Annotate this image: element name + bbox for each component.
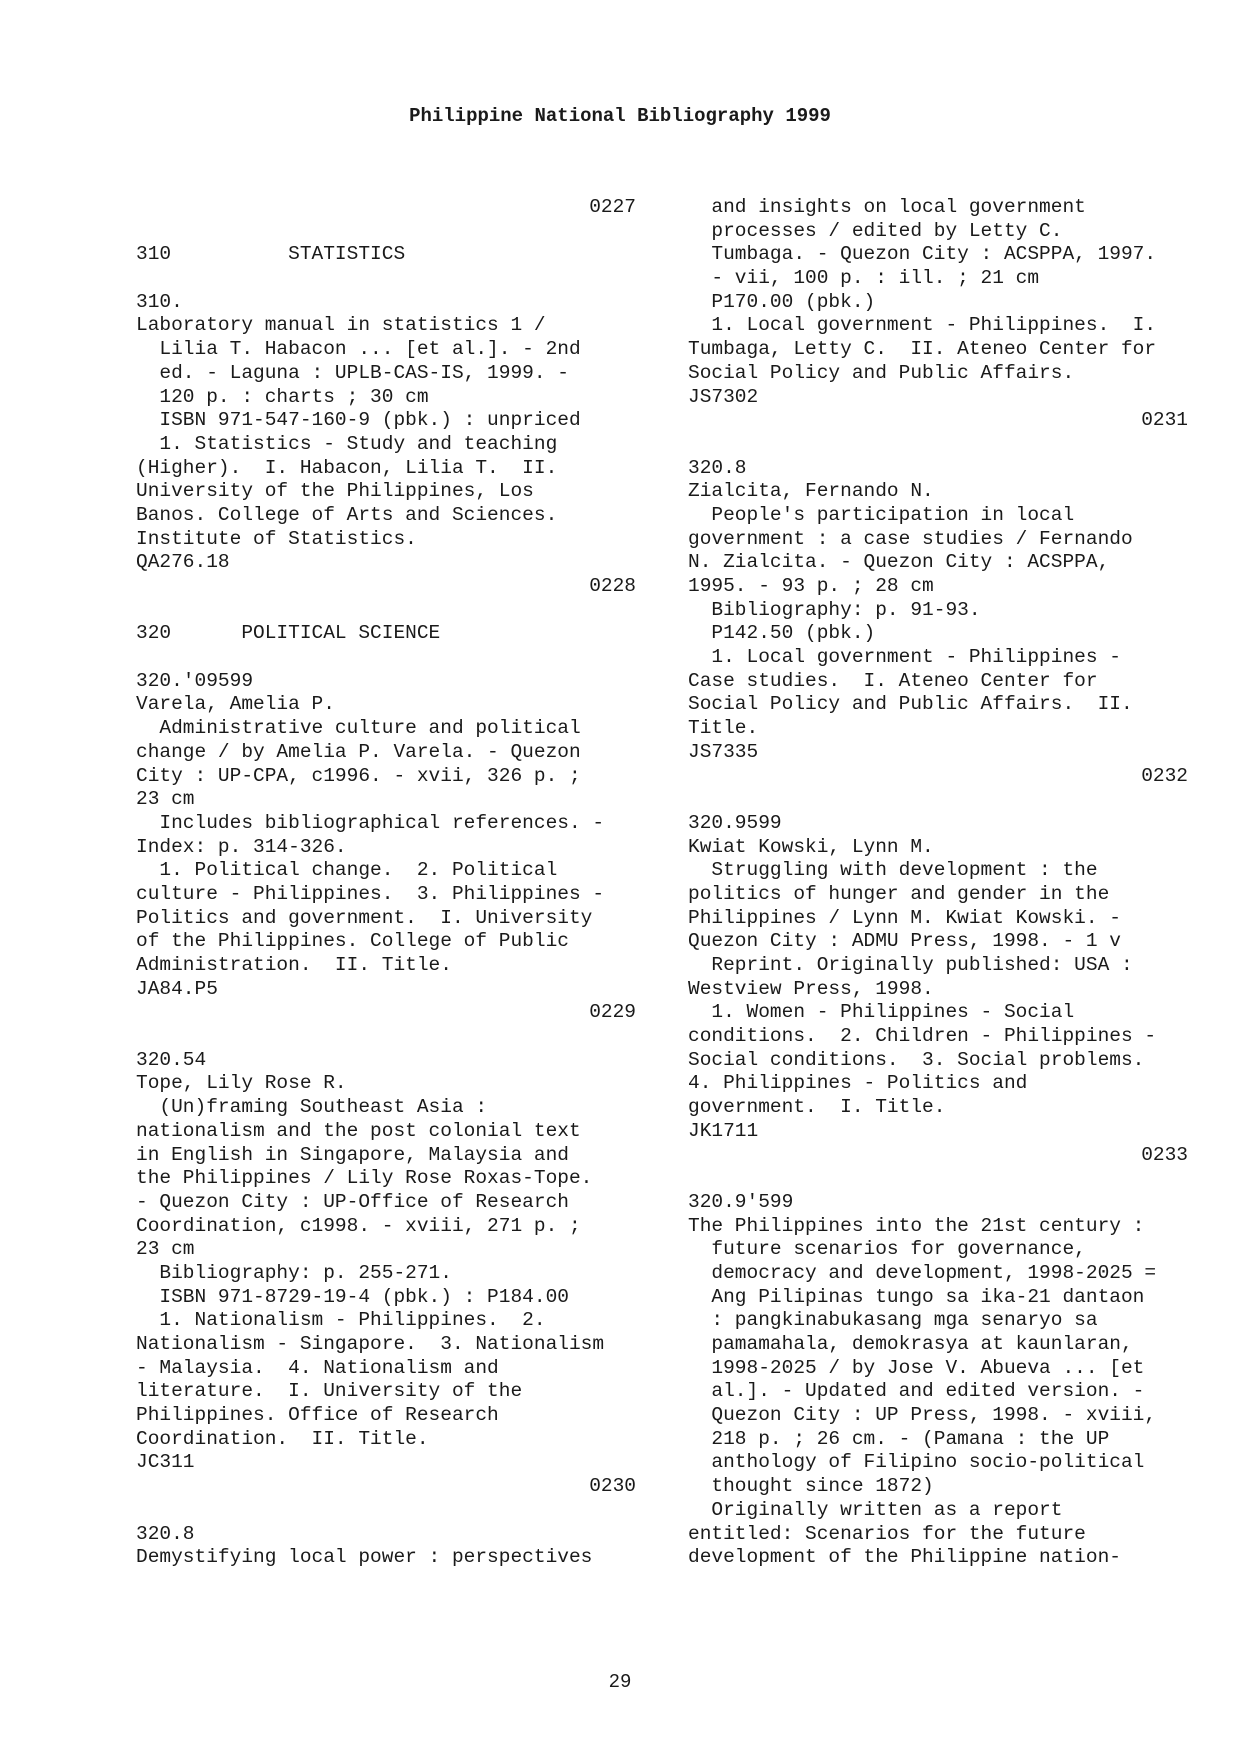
text-line: JA84.P5 bbox=[136, 977, 218, 1000]
text-line: ISBN 971-8729-19-4 (pbk.) : P184.00 bbox=[136, 1285, 569, 1308]
text-line: 23 cm bbox=[136, 1238, 195, 1261]
text-line: government. I. Title. bbox=[688, 1096, 946, 1119]
page-title: Philippine National Bibliography 1999 bbox=[409, 105, 831, 127]
text-line: 23 cm bbox=[136, 788, 195, 811]
text-line: Demystifying local power : perspectives bbox=[136, 1546, 593, 1569]
text-line: : pangkinabukasang mga senaryo sa bbox=[688, 1309, 1098, 1332]
text-line bbox=[136, 1499, 636, 1523]
text-line: P170.00 (pbk.) bbox=[688, 290, 876, 313]
text-line: nationalism and the post colonial text bbox=[136, 1119, 581, 1142]
text-line: 120 p. : charts ; 30 cm bbox=[136, 385, 429, 408]
text-line: Bibliography: p. 91-93. bbox=[688, 598, 981, 621]
text-line: City : UP-CPA, c1996. - xvii, 326 p. ; bbox=[136, 764, 581, 787]
text-line: Quezon City : UP Press, 1998. - xviii, bbox=[688, 1404, 1157, 1427]
text-line: Philippines / Lynn M. Kwiat Kowski. - bbox=[688, 906, 1121, 929]
right-column bbox=[688, 196, 1188, 1570]
text-line: P142.50 (pbk.) bbox=[688, 622, 876, 645]
text-line: literature. I. University of the bbox=[136, 1380, 523, 1403]
text-line bbox=[136, 267, 636, 291]
text-line: (Higher). I. Habacon, Lilia T. II. bbox=[136, 456, 558, 479]
text-line: change / by Amelia P. Varela. - Quezon bbox=[136, 740, 581, 763]
text-line: University of the Philippines, Los bbox=[136, 480, 534, 503]
text-line: al.]. - Updated and edited version. - bbox=[688, 1380, 1145, 1403]
text-line: Title. bbox=[688, 717, 759, 740]
text-line: 1. Statistics - Study and teaching bbox=[136, 432, 558, 455]
text-line: Bibliography: p. 255-271. bbox=[136, 1261, 452, 1284]
text-line: Westview Press, 1998. bbox=[688, 977, 934, 1000]
page-number: 29 bbox=[608, 1671, 632, 1693]
text-line: 310 STATISTICS bbox=[136, 243, 406, 266]
text-line: Includes bibliographical references. - bbox=[136, 811, 605, 834]
text-line: Administration. II. Title. bbox=[136, 954, 452, 976]
text-line: Social Policy and Public Affairs. II. bbox=[688, 693, 1133, 716]
text-line: 4. Philippines - Politics and bbox=[688, 1072, 1028, 1095]
text-line: government : a case studies / Fernando bbox=[688, 527, 1133, 550]
text-line: entitled: Scenarios for the future bbox=[688, 1522, 1086, 1545]
text-line: JC311 bbox=[136, 1451, 195, 1474]
text-line: conditions. 2. Children - Philippines - bbox=[688, 1025, 1157, 1048]
text-line: Lilia T. Habacon ... [et al.]. - 2nd bbox=[136, 338, 581, 361]
text-line: Kwiat Kowski, Lynn M. bbox=[688, 835, 934, 858]
text-line bbox=[688, 1167, 1188, 1191]
text-line: - Malaysia. 4. Nationalism and bbox=[136, 1356, 499, 1379]
left-column bbox=[136, 196, 636, 1570]
text-line: Tumbaga, Letty C. II. Ateneo Center for bbox=[688, 338, 1157, 361]
text-line: JS7335 bbox=[688, 740, 759, 763]
text-line: pamamahala, demokrasya at kaunlaran, bbox=[688, 1333, 1133, 1355]
entry-number: 0231 bbox=[1141, 409, 1188, 432]
text-line bbox=[136, 220, 636, 244]
text-line: QA276.18 bbox=[136, 551, 230, 574]
text-line bbox=[688, 788, 1188, 812]
text-line: 1. Local government - Philippines - bbox=[688, 646, 1121, 669]
text-line: of the Philippines. College of Public bbox=[136, 930, 569, 953]
text-line: 218 p. ; 26 cm. - (Pamana : the UP bbox=[688, 1427, 1110, 1450]
text-line: Institute of Statistics. bbox=[136, 527, 417, 550]
entry-number: 0227 bbox=[589, 196, 636, 218]
text-line: Coordination. II. Title. bbox=[136, 1427, 429, 1450]
text-line: politics of hunger and gender in the bbox=[688, 882, 1110, 905]
text-line: Index: p. 314-326. bbox=[136, 835, 347, 858]
text-line: JK1711 bbox=[688, 1119, 759, 1142]
text-line: Varela, Amelia P. bbox=[136, 693, 335, 716]
text-line: Zialcita, Fernando N. bbox=[688, 480, 934, 503]
text-line: thought since 1872) bbox=[688, 1475, 934, 1498]
text-line: ISBN 971-547-160-9 (pbk.) : unpriced bbox=[136, 409, 581, 432]
text-line: 1. Nationalism - Philippines. 2. bbox=[136, 1309, 546, 1332]
text-line: in English in Singapore, Malaysia and bbox=[136, 1143, 569, 1166]
text-line bbox=[136, 646, 636, 670]
text-line: Social conditions. 3. Social problems. bbox=[688, 1048, 1145, 1071]
text-line: anthology of Filipino socio-political bbox=[688, 1451, 1145, 1474]
text-line: Ang Pilipinas tungo sa ika-21 dantaon bbox=[688, 1285, 1145, 1308]
text-line: Quezon City : ADMU Press, 1998. - 1 v bbox=[688, 930, 1121, 953]
text-line: 320.9599 bbox=[688, 811, 782, 834]
text-line: JS7302 bbox=[688, 385, 759, 408]
text-line: Originally written as a report bbox=[688, 1498, 1063, 1521]
text-line: Banos. College of Arts and Sciences. bbox=[136, 503, 558, 526]
text-line: Administrative culture and political bbox=[136, 717, 581, 740]
text-line: and insights on local government bbox=[688, 196, 1086, 218]
text-line: N. Zialcita. - Quezon City : ACSPPA, bbox=[688, 551, 1110, 574]
text-line: development of the Philippine nation- bbox=[688, 1546, 1121, 1569]
text-line: Struggling with development : the bbox=[688, 859, 1098, 882]
text-line: Coordination, c1998. - xviii, 271 p. ; bbox=[136, 1214, 581, 1237]
text-line: 320.54 bbox=[136, 1048, 207, 1071]
text-line bbox=[688, 433, 1188, 457]
text-line: democracy and development, 1998-2025 = bbox=[688, 1261, 1157, 1284]
text-line: future scenarios for governance, bbox=[688, 1238, 1086, 1261]
text-line: 320.8 bbox=[136, 1522, 195, 1545]
text-line: Reprint. Originally published: USA : bbox=[688, 954, 1133, 976]
text-line: culture - Philippines. 3. Philippines - bbox=[136, 882, 605, 905]
text-line: 320.8 bbox=[688, 456, 747, 479]
text-line: 320.9'599 bbox=[688, 1190, 794, 1213]
text-line: the Philippines / Lily Rose Roxas-Tope. bbox=[136, 1167, 593, 1190]
text-line: - vii, 100 p. : ill. ; 21 cm bbox=[688, 267, 1040, 290]
text-line: Philippines. Office of Research bbox=[136, 1404, 499, 1427]
text-line bbox=[136, 599, 636, 623]
text-line: - Quezon City : UP-Office of Research bbox=[136, 1190, 569, 1213]
text-line: Tope, Lily Rose R. bbox=[136, 1072, 347, 1095]
text-line: Case studies. I. Ateneo Center for bbox=[688, 669, 1098, 692]
text-line: 1. Political change. 2. Political bbox=[136, 859, 558, 882]
text-line: 1998-2025 / by Jose V. Abueva ... [et bbox=[688, 1356, 1145, 1379]
text-line: The Philippines into the 21st century : bbox=[688, 1214, 1145, 1237]
text-line: 1. Women - Philippines - Social bbox=[688, 1001, 1075, 1024]
text-line bbox=[136, 1025, 636, 1049]
entry-number: 0232 bbox=[1141, 764, 1188, 787]
text-line: Tumbaga. - Quezon City : ACSPPA, 1997. bbox=[688, 243, 1157, 266]
text-line: Social Policy and Public Affairs. bbox=[688, 361, 1075, 384]
entry-number: 0233 bbox=[1141, 1143, 1188, 1166]
text-line: Nationalism - Singapore. 3. Nationalism bbox=[136, 1333, 605, 1355]
entry-number: 0228 bbox=[589, 575, 636, 597]
text-line: 310. bbox=[136, 290, 183, 313]
text-line: Politics and government. I. University bbox=[136, 906, 593, 929]
text-line: (Un)framing Southeast Asia : bbox=[136, 1096, 488, 1119]
text-line: Laboratory manual in statistics 1 / bbox=[136, 314, 546, 337]
entry-number: 0229 bbox=[589, 1001, 636, 1024]
text-line: 320 POLITICAL SCIENCE bbox=[136, 622, 441, 645]
text-line: 1. Local government - Philippines. I. bbox=[688, 314, 1157, 337]
entry-number: 0230 bbox=[589, 1475, 636, 1498]
text-line: ed. - Laguna : UPLB-CAS-IS, 1999. - bbox=[136, 361, 569, 384]
text-line: People's participation in local bbox=[688, 503, 1075, 526]
text-line: 320.'09599 bbox=[136, 669, 254, 692]
text-line: processes / edited by Letty C. bbox=[688, 219, 1063, 242]
text-line: 1995. - 93 p. ; 28 cm bbox=[688, 575, 934, 597]
